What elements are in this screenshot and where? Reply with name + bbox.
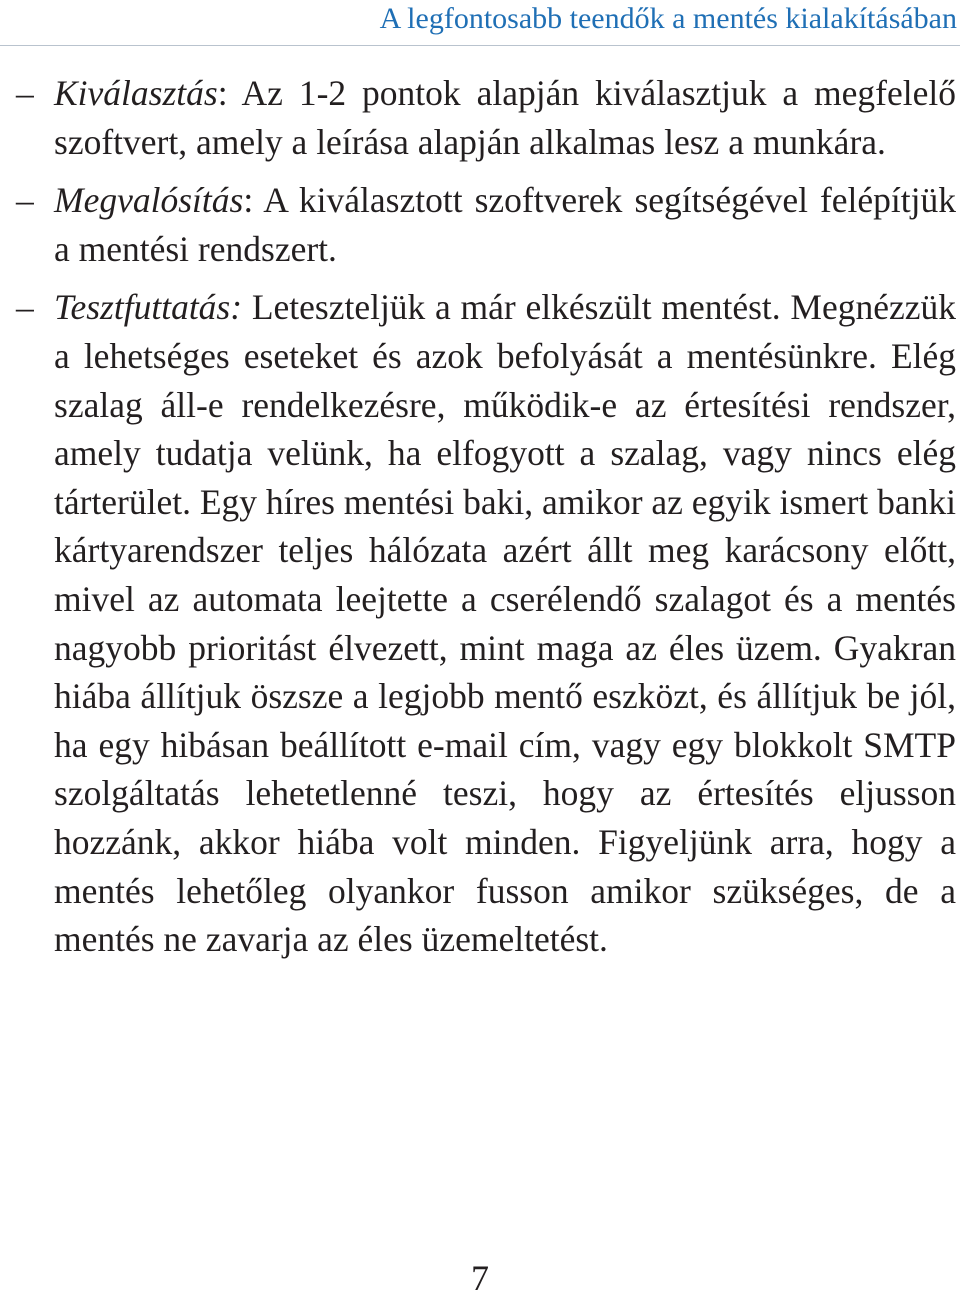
- list-item-tesztfuttatas: [16, 283, 956, 963]
- item-text: A kiválasztott szoftverek segítségével felépítjük a mentési rendszert.: [54, 180, 956, 269]
- dash-bullet: –: [16, 180, 34, 221]
- running-header: [0, 0, 960, 46]
- dash-bullet: –: [16, 73, 34, 113]
- item-term: Kiválasztás: [54, 73, 218, 113]
- item-separator: :: [217, 73, 242, 113]
- item-text: Leteszteljük a már elkészült mentést. Megnézzük a lehetséges eseteket és azok befolyását a mentésünkre. Elég szalag áll-e rendelkezésre, működik-e az értesítési rendszer, amely tudatja velünk, ha elfogyott a szalag, vagy nincs elég tárterület. Egy híres mentési baki, amikor az egyik ismert banki kártyarendszer teljes hálózata azért állt meg karácsony előtt, mivel az automata leejtette a cserélendő szalagot és a mentés nagyobb prioritást élvezett, mint maga az éles üzem. Gyakran hiába állítjuk öszsze a legjobb mentő eszközt, és állítjuk be jól, ha egy hibásan beállított e-mail cím, vagy egy blokkolt SMTP szolgáltatás lehetetlenné teszi, hogy az értesítés eljusson hozzánk, akkor hiába volt minden. Figyeljünk arra, hogy a mentés lehetőleg olyankor fusson amikor szükséges, de a mentés ne zavarja az éles üzemeltetést.: [54, 287, 957, 960]
- step-list: [16, 69, 956, 964]
- item-text: Az 1-2 pontok alapján kiválasztjuk a megfelelő szoftvert, amely a leírása alapján alkalmas lesz a munkára.: [54, 73, 956, 162]
- list-item-megvalositas: [16, 176, 956, 273]
- dash-bullet: –: [16, 287, 34, 328]
- item-separator: :: [243, 180, 264, 221]
- list-item-kivalasztas: [16, 69, 956, 166]
- running-header-title: A legfontosabb teendők a mentés kialakításában: [379, 2, 957, 35]
- item-term: Tesztfuttatás:: [54, 287, 243, 328]
- page-content: [16, 69, 956, 974]
- page-number: 7: [471, 1258, 489, 1298]
- item-term: Megvalósítás: [54, 180, 244, 221]
- item-separator: [242, 287, 252, 327]
